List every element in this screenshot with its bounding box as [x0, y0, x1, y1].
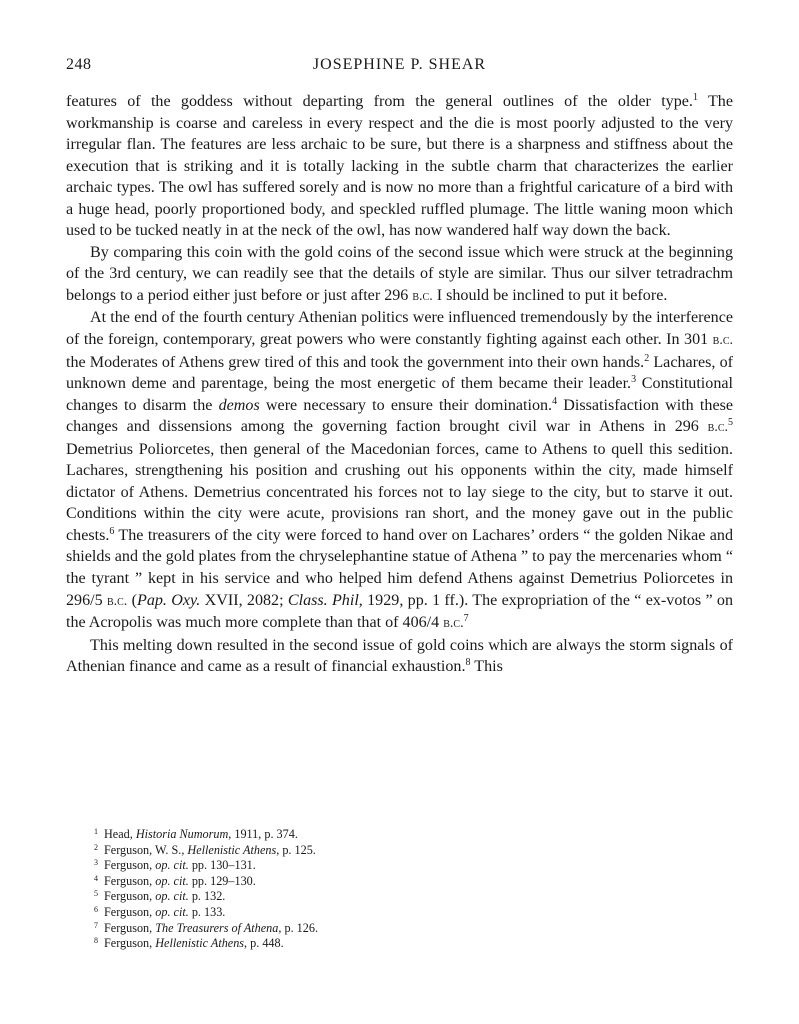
footnote [94, 936, 614, 952]
paragraph [66, 307, 733, 634]
text-run: the Moderates of Athens grew tired of this and took the government into their own hands. [66, 353, 645, 371]
paragraph [66, 91, 733, 242]
small-caps-text: b.c. [707, 420, 728, 436]
footnote-marker: 6 [109, 525, 115, 537]
small-caps-text: b.c. [106, 593, 128, 609]
text-run: Ferguson, [104, 904, 156, 919]
text-run: XVII, 2082; [200, 591, 288, 609]
text-run: Ferguson, [104, 936, 156, 951]
text-run: Head, [104, 827, 136, 841]
italic-text: Class. Phil [287, 591, 359, 609]
footnote [94, 921, 614, 937]
text-run: Ferguson, [104, 920, 156, 935]
text-run: , 1929, pp. 1 ff.). The expropriation of the “ ex-votos ” on the Acropolis was much more complete than that of 406/4 [66, 591, 733, 632]
page-number: 248 [66, 56, 92, 73]
italic-text: op. cit. [155, 858, 189, 873]
footnote-marker: 5 [728, 417, 733, 429]
text-run: The workmanship is coarse and careless in every respect and the die is most poorly adjusted to the very irregular flan. The features are less archaic to be sure, but there is a sharpness and stiffness about the execution that is striking and it is totally lacking in the subtle charm that characterizes the earlier archaic types. The owl has suffered sorely and is now no more than a frightful caricature of a bird with a huge head, poorly proportioned body, and speckled ruffled plumage. The little waning moon which used to be tucked neatly in at the neck of the owl, has now wandered half way down the back. [66, 93, 733, 240]
text-run: The treasurers of the city were forced to hand over on Lachares’ orders “ the golden Nikae and shields and the gold plates from the chryselephantine statue of Athena ” to pay the mercenaries whom “ the tyrant ” kept in his service and who helped him defend Athens against Demetrius Poliorcetes in 296/5 [66, 526, 733, 609]
footnote [94, 858, 614, 874]
footnote-marker: 7 [463, 613, 469, 625]
footnotes [94, 827, 614, 952]
small-caps-text: b.c. [443, 616, 464, 632]
footnote-number: 3 [94, 858, 98, 868]
text-run: I should be inclined to put it before. [432, 286, 668, 304]
italic-text: op. cit. [155, 889, 189, 904]
footnote-number: 7 [94, 920, 98, 930]
footnote-marker: 2 [644, 352, 650, 364]
italic-text: op. cit. [155, 904, 189, 919]
text-run: By comparing this coin with the gold coins of the second issue which were struck at the beginning of the 3rd century, we can readily see that the details of style are similar. Thus our silver tetradrachm belongs to a period either just before or just after 296 [66, 243, 733, 304]
text-run: Dissatisfaction with these changes and dissensions among the governing faction brought civil war in Athens in 296 [66, 396, 733, 436]
text-run: Ferguson, [104, 889, 156, 904]
footnote [94, 874, 614, 890]
italic-text: Hellenistic Athens [187, 842, 277, 857]
text-run: , p. 448. [244, 936, 284, 951]
text-run: Constitutional changes to disarm the [66, 375, 733, 414]
footnote-marker: 8 [465, 657, 471, 669]
italic-text: Hellenistic Athens [155, 936, 245, 951]
footnote-marker: 4 [552, 395, 558, 407]
text-run: Lachares, of unknown deme and parentage, being the most energetic of them became their leader. [66, 353, 733, 393]
text-run: ( [127, 591, 137, 609]
footnote [94, 827, 614, 843]
text-run: features of the goddess without departing from the general outlines of the older type. [66, 93, 693, 110]
text-run: , 1911, p. 374. [228, 827, 298, 841]
small-caps-text: b.c. [712, 333, 733, 349]
small-caps-text: b.c. [412, 288, 433, 304]
page-header [66, 56, 733, 80]
text-run: At the end of the fourth century Athenian politics were influenced tremendously by the interference of the foreign, contemporary, great powers who were constantly fighting against each other. In 301 [66, 309, 733, 349]
text-run: Ferguson, [104, 858, 156, 873]
footnote-number: 6 [94, 904, 98, 914]
italic-text: Historia Numorum [135, 827, 229, 841]
text-run: were necessary to ensure their domination. [259, 396, 553, 414]
footnote-number: 8 [94, 936, 98, 946]
text-run: pp. 129–130. [188, 873, 256, 888]
text-run: , p. 126. [278, 920, 318, 935]
text-run: Ferguson, W. S., [104, 842, 188, 857]
italic-text: The Treasurers of Athena [155, 920, 279, 935]
footnote-marker: 1 [692, 92, 698, 103]
text-run: This melting down resulted in the second issue of gold coins which are always the storm signals of Athenian finance and came as a result of financial exhaustion. [66, 636, 733, 676]
footnote [94, 905, 614, 921]
footnote-number: 2 [94, 842, 98, 852]
text-run: p. 132. [188, 889, 226, 904]
text-run: Ferguson, [104, 873, 156, 888]
footnote [94, 843, 614, 859]
italic-text: op. cit. [155, 873, 189, 888]
footnote [94, 889, 614, 905]
footnote-number: 5 [94, 889, 98, 899]
footnote-number: 1 [94, 827, 98, 836]
text-run: This [470, 658, 503, 676]
body-text [66, 91, 733, 678]
text-run: , p. 125. [276, 842, 316, 857]
paragraph [66, 242, 733, 308]
text-run: p. 133. [188, 904, 226, 919]
footnote-marker: 3 [631, 374, 637, 386]
paragraph [66, 635, 733, 678]
text-run: pp. 130–131. [188, 858, 256, 873]
italic-text: demos [218, 396, 260, 414]
italic-text: Pap. Oxy. [136, 591, 201, 609]
running-head: JOSEPHINE P. SHEAR [312, 56, 487, 73]
text-run: Demetrius Poliorcetes, then general of the Macedonian forces, came to Athens to quell this sedition. Lachares, strengthening his position and crushing out his opponents within the city, made himself dictator of Athens. Demetrius concentrated his forces not to lay siege to the city, but to starve it out. Conditions within the city were acute, provisions ran short, and the money gave out in the public chests. [66, 440, 733, 544]
footnote-number: 4 [94, 873, 98, 883]
